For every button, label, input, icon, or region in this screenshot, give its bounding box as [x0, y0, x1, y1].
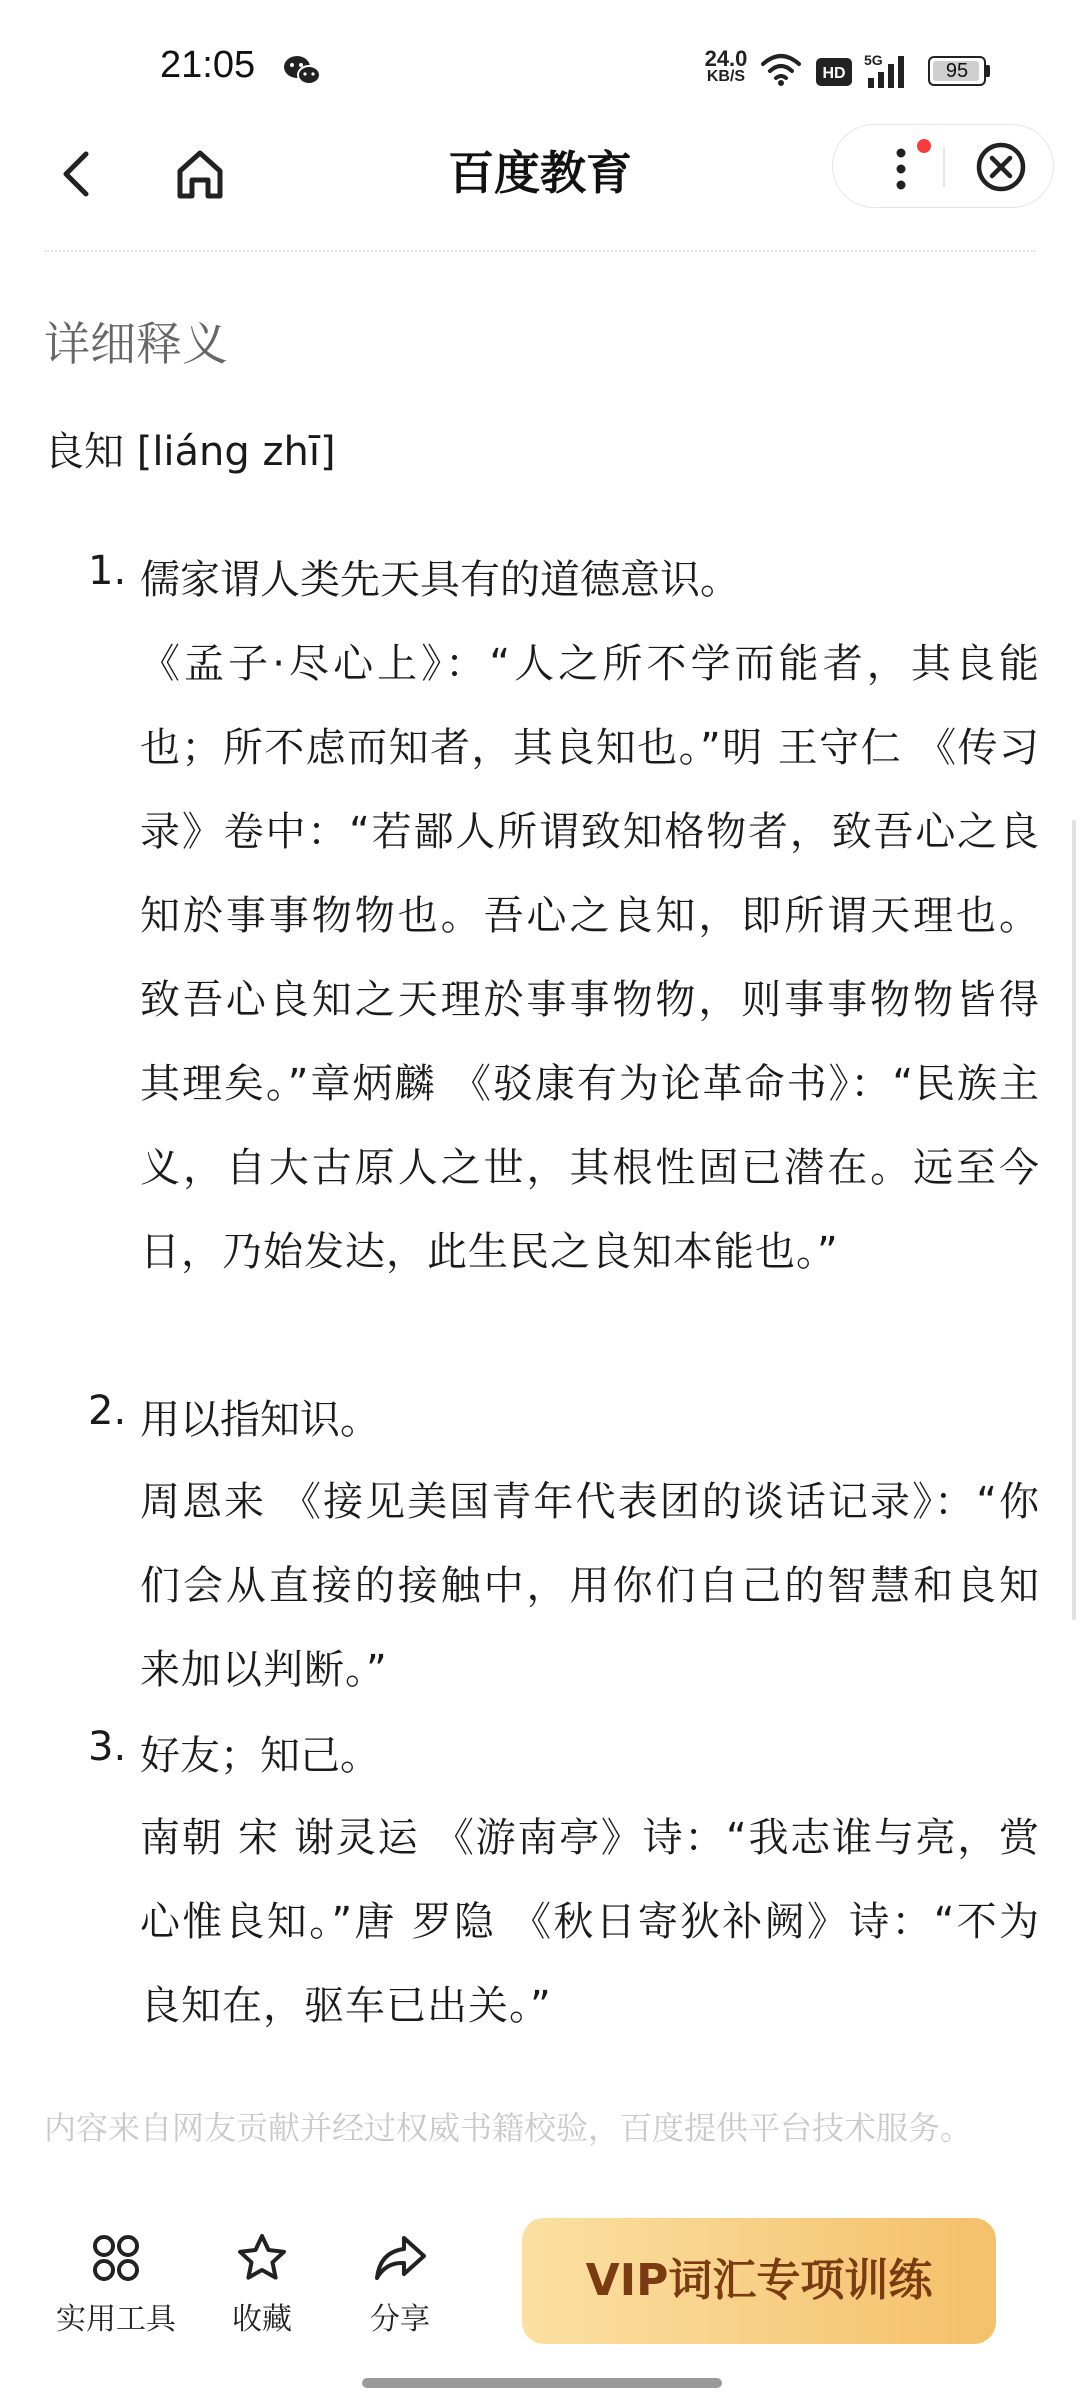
tools-button[interactable] [56, 2232, 176, 2352]
network-speed [700, 46, 752, 86]
capsule-divider [943, 147, 945, 187]
chevron-left-icon [48, 138, 108, 208]
header-divider [44, 250, 1036, 252]
notification-dot [917, 139, 931, 153]
tools-label: 实用工具 [56, 2302, 176, 2337]
hd-icon [816, 58, 852, 86]
definition-sense: 好友；知己。 [140, 1733, 380, 1779]
network-speed-value: 24.0 [704, 46, 748, 71]
close-button[interactable] [959, 125, 1039, 209]
definition-number: 1. [88, 548, 127, 594]
definition-quote: 《孟子·尽心上》：“人之所不学而能者，其良能也；所不虑而知者，其良知也。”明 王守仁 《传习录》卷中：“若鄙人所谓致知格物者，致吾心之良知於事事物物也。吾心之良知，即所谓天理也。致吾心良知之天理於事事物物，则事事物物皆得其理矣。”章炳麟 《驳康有为论革命书》：“民族主义，自大古原人之世，其根性固已潜在。远至今日，乃始发达，此生民之良知本能也。” [140, 641, 1040, 1275]
battery-level-text: 95 [945, 60, 969, 82]
definition-quote: 周恩来 《接见美国青年代表团的谈话记录》：“你们会从直接的接触中，用你们自己的智慧和良知来加以判断。” [140, 1479, 1040, 1693]
home-icon [160, 138, 240, 208]
more-vertical-icon [857, 125, 937, 209]
share-button[interactable] [340, 2232, 460, 2352]
home-indicator[interactable] [362, 2378, 722, 2388]
signal-icon [864, 52, 912, 88]
wifi-icon [760, 52, 802, 88]
bottom-toolbar [0, 2200, 1080, 2400]
section-title: 详细释义 [44, 317, 228, 371]
grid-icon [90, 2232, 142, 2284]
wechat-icon [282, 54, 322, 88]
share-icon [372, 2232, 428, 2284]
share-label: 分享 [370, 2302, 430, 2337]
scrollbar[interactable] [1072, 820, 1076, 1620]
mini-program-capsule [832, 124, 1054, 208]
favorite-button[interactable] [202, 2232, 322, 2352]
definition-sense: 用以指知识。 [140, 1397, 380, 1443]
battery-tip [986, 65, 990, 77]
definition-number: 3. [88, 1724, 127, 1770]
status-bar [0, 0, 1080, 120]
battery-indicator [928, 56, 990, 86]
app-header [0, 120, 1080, 250]
headword-pinyin: 良知 [liáng zhī] [44, 429, 336, 475]
svg-text:HD: HD [822, 65, 846, 82]
status-time: 21:05 [160, 44, 256, 86]
definition-number: 2. [88, 1388, 127, 1434]
back-button[interactable] [48, 138, 108, 208]
more-button[interactable] [857, 125, 937, 209]
page-title: 百度教育 [448, 146, 632, 200]
vip-training-button[interactable]: VIP词汇专项训练 [522, 2218, 996, 2344]
star-icon [236, 2232, 288, 2284]
definition-sense: 儒家谓人类先天具有的道德意识。 [140, 557, 740, 603]
network-speed-unit: KB/S [706, 68, 746, 85]
source-disclaimer: 内容来自网友贡献并经过权威书籍校验，百度提供平台技术服务。 [44, 2109, 973, 2147]
close-circle-icon [959, 125, 1039, 209]
signal-label: 5G [864, 52, 883, 68]
home-button[interactable] [160, 138, 240, 208]
favorite-label: 收藏 [232, 2302, 292, 2337]
definition-quote: 南朝 宋 谢灵运 《游南亭》诗：“我志谁与亮，赏心惟良知。”唐 罗隐 《秋日寄狄补阙》诗：“不为良知在，驱车已出关。” [140, 1815, 1040, 2029]
